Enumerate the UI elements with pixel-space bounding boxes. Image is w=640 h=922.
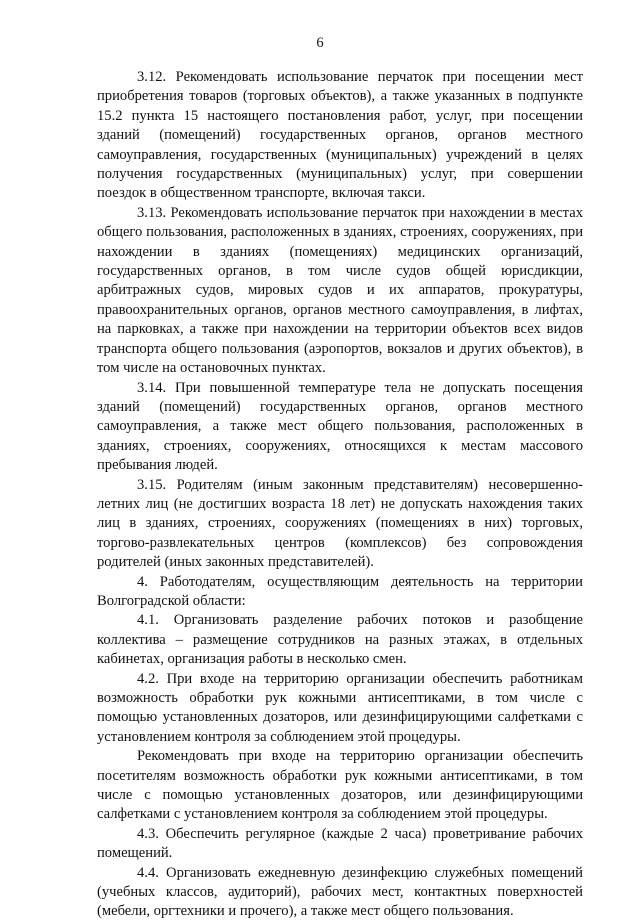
paragraph-4-4: 4.4. Организовать ежедневную дезинфекцию служебных помещений (учебных классов, аудиторий), рабочих мест, контактных поверхностей (мебели, оргтехники и прочего), а также мест общего пользования. — [97, 864, 583, 920]
paragraph-3-15: 3.15. Родителям (иным законным представителям) несовершенно-летних лиц (не достигших возраста 18 лет) не допускать нахождения таких лиц в зданиях, строениях, сооружениях (помещениях в них) торговых, торгово-развлекательных центров (комплексов) без сопровождения родителей (иных законных представителей). — [97, 476, 583, 571]
paragraph-3-13: 3.13. Рекомендовать использование перчаток при нахождении в местах общего пользования, расположенных в зданиях, строениях, сооружениях, при нахождении в зданиях (помещениях) медицинских организаций, государственных органов, в том числе судов общей юрисдикции, арбитражных судов, мировых судов и их аппаратов, прокуратуры, правоохранительных органов, органов местного самоуправления, в лифтах, на парковках, а также при нахождении на территории объектов всех видов транспорта общего пользования (аэропортов, вокзалов и других объектов), в том числе на остановочных пунктах. — [97, 204, 583, 377]
paragraph-3-12: 3.12. Рекомендовать использование перчаток при посещении мест приобретения товаров (торговых объектов), а также указанных в подпункте 15.2 пункта 15 настоящего постановления работ, услуг, при посещении зданий (помещений) государственных органов, органов местного самоуправления, государственных (муниципальных) учреждений в целях получения государственных (муниципальных) услуг, при совершении поездок в общественном транспорте, включая такси. — [97, 69, 583, 202]
paragraph-3-14: 3.14. При повышенной температуре тела не допускать посещения зданий (помещений) государственных органов, органов местного самоуправления, а также мест общего пользования, расположенных в зданиях, строениях, сооружениях, относящихся к местам массового пребывания людей. — [97, 379, 583, 474]
document-body — [97, 68, 583, 922]
paragraph-4-2: 4.2. При входе на территорию организации обеспечить работникам возможность обработки рук кожными антисептиками, в том числе с помощью установленных дозаторов, или дезинфицирующими салфетками с установлением контроля за соблюдением этой процедуры. — [97, 670, 583, 745]
paragraph-4-2-visitors: Рекомендовать при входе на территорию организации обеспечить посетителям возможность обработки рук кожными антисептиками, в том числе с помощью установленных дозаторов, или дезинфицирующими салфетками с установлением контроля за соблюдением этой процедуры. — [97, 748, 583, 823]
page-number: 6 — [316, 35, 324, 51]
paragraph-4-1: 4.1. Организовать разделение рабочих потоков и разобщение коллектива – размещение сотрудников на разных этажах, в отдельных кабинетах, организация работы в несколько смен. — [97, 612, 583, 668]
paragraph-4-3: 4.3. Обеспечить регулярное (каждые 2 часа) проветривание рабочих помещений. — [97, 825, 583, 862]
paragraph-4: 4. Работодателям, осуществляющим деятельность на территории Волгоградской области: — [97, 573, 583, 609]
